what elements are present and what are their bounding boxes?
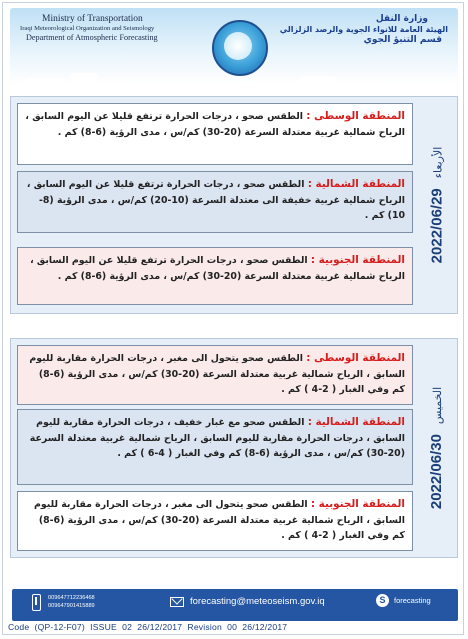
region-text: الطقس صحو مع غبار خفيف ، درجات الحرارة مقاربة لليوم السابق ، درجات الحرارة مقاربة لليوم السابق ، الرياح شمالية غربية معتدلة السرعة (20-30) كم/س ، مدى الرؤية (6-8) كم وفي الغبار ( 4-6 ) كم . — [29, 417, 405, 459]
phone-number[interactable]: 009647712236468 — [48, 595, 95, 601]
cloud-decoration — [70, 73, 98, 81]
skype-handle[interactable]: forecasting — [394, 596, 431, 605]
organization-logo-icon — [212, 20, 268, 76]
region-text: الطقس صحو يتحول الى مغبر ، درجات الحرارة مقاربة لليوم السابق ، الرياح شمالية غربية معتدلة السرعة (20-30) كم/س ، مدى الرؤية (6-8) كم وفي الغبار ( 2-4 ) كم . — [29, 353, 405, 395]
region-text: الطقس صحو ، درجات الحرارة ترتفع قليلا عن اليوم السابق ، الرياح شمالية غربية خفيفة الى معتدلة السرعة (10-20) كم/س ، مدى الرؤية (8-10) كم . — [26, 179, 405, 221]
date-label — [428, 387, 446, 509]
phone-icon — [32, 594, 41, 611]
date-column — [417, 97, 457, 313]
contact-footer — [12, 589, 458, 621]
skype-icon: S — [376, 594, 389, 607]
header-english — [20, 14, 158, 42]
day-name: الخميس — [432, 386, 445, 425]
region-text: الطقس صحو ، درجات الحرارة ترتفع قليلا عن اليوم السابق ، الرياح شمالية غربية معتدلة السرعة (20-30) كم/س ، مدى الرؤية (6-8) كم . — [25, 111, 405, 138]
document-code: Code (QP-12-F07) ISSUE 02 26/12/2017 Revision 00 26/12/2017 — [8, 622, 288, 632]
cloud-decoration — [26, 78, 66, 84]
ministry-name-ar: وزارة النقل — [375, 14, 428, 24]
region-forecast-south — [17, 247, 413, 305]
region-text: الطقس صحو يتحول الى مغبر ، درجات الحرارة مقاربة لليوم السابق ، الرياح شمالية غربية معتدلة السرعة (20-30) كم/س ، مدى الرؤية (6-8) كم وفي الغبار ( 2-4 ) كم . — [34, 499, 405, 541]
date-label — [428, 147, 446, 264]
region-name: المنطقة الشمالية : — [307, 416, 405, 428]
region-name: المنطقة الوسطى : — [306, 110, 405, 122]
region-name: المنطقة الجنوبية : — [310, 498, 405, 510]
region-forecast-central — [17, 345, 413, 405]
email-icon — [170, 597, 184, 607]
day-name: الأربعاء — [432, 146, 444, 179]
forecast-date: 2022/06/29 — [428, 188, 445, 264]
forecast-date: 2022/06/30 — [428, 434, 446, 510]
region-text: الطقس صحو ، درجات الحرارة ترتفع قليلا عن اليوم السابق ، الرياح شمالية غربية معتدلة السرعة (20-30) كم/س ، مدى الرؤية (6-8) كم . — [30, 255, 405, 282]
ministry-name-en: Ministry of Transportation — [42, 14, 143, 24]
header-arabic — [280, 14, 448, 47]
date-column — [417, 339, 457, 557]
region-name: المنطقة الشمالية : — [307, 178, 405, 190]
region-forecast-north — [17, 409, 413, 485]
region-name: المنطقة الجنوبية : — [310, 254, 405, 266]
logo-center — [224, 32, 252, 60]
forecast-day-card — [10, 338, 458, 558]
phone-number[interactable]: 009647901415889 — [48, 603, 95, 609]
phone-numbers — [48, 594, 95, 610]
email-link[interactable]: forecasting@meteoseism.gov.iq — [190, 596, 325, 607]
department-name-ar: قسم التنبؤ الجوي — [363, 35, 442, 46]
region-forecast-central — [17, 103, 413, 165]
organization-name-en: Iraqi Meteorological Organization and Seismology — [20, 24, 155, 32]
region-forecast-north — [17, 171, 413, 233]
region-forecast-south — [17, 491, 413, 551]
region-name: المنطقة الوسطى : — [306, 352, 405, 364]
cloud-decoration — [300, 76, 336, 84]
department-name-en: Department of Atmospheric Forecasting — [26, 32, 158, 42]
header-banner — [10, 8, 458, 84]
organization-name-ar: الهيئة العامة للانواء الجوية والرصد الزلزالي — [279, 25, 448, 35]
forecast-day-card — [10, 96, 458, 314]
